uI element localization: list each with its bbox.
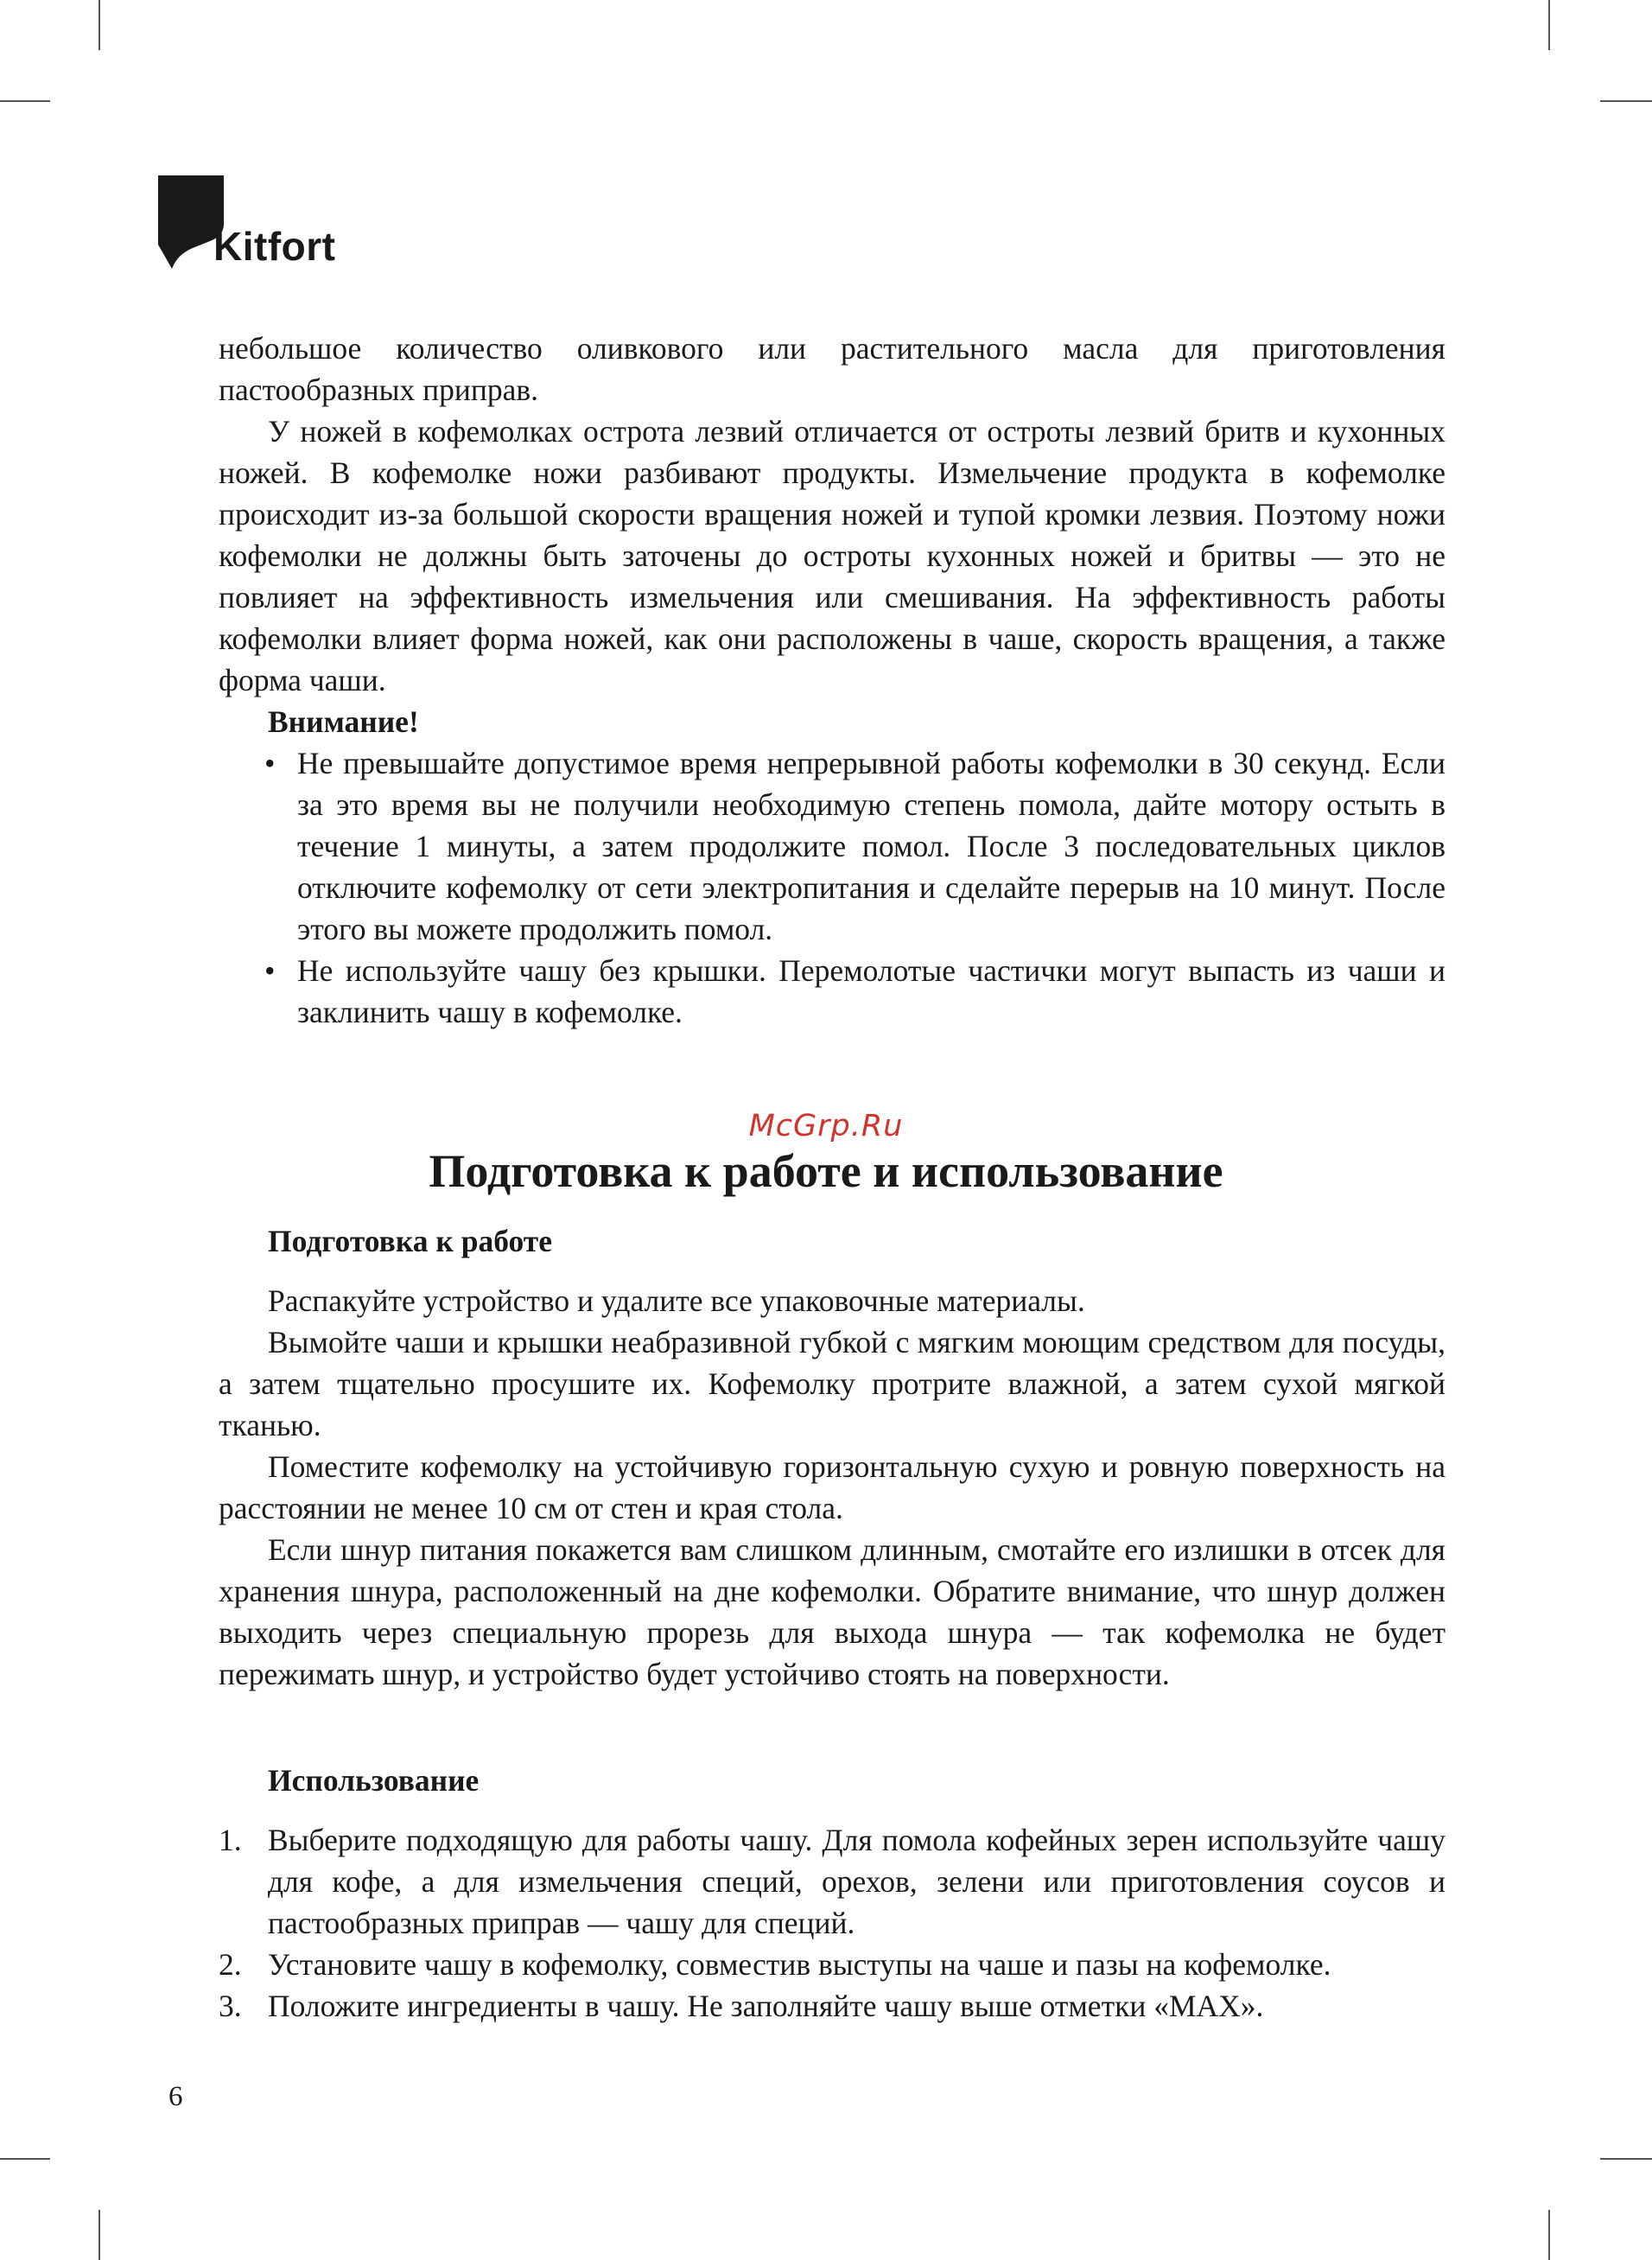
section-title: Подготовка к работе и использование — [429, 1145, 1223, 1197]
warning-list — [219, 742, 1446, 1033]
usage-step — [219, 1944, 1446, 1985]
crop-mark — [1600, 100, 1652, 102]
warning-item — [219, 950, 1446, 1033]
usage-block — [219, 1760, 1446, 2027]
bullet-marker: • — [264, 746, 276, 780]
warning-item — [219, 742, 1446, 950]
usage-steps — [219, 1819, 1446, 2027]
warning-item-text: Не превышайте допустимое время непрерывной работы кофемолки в 30 секунд. Если за это время вы не получили необходимую степень помола, дайте мотору остыть в течение 1 минуты, а затем продолжите помол. После 3 последовательных циклов отключите кофемолку от сети электропитания и сделайте перерыв на 10 минут. После этого вы можете продолжить помол. — [297, 746, 1446, 946]
step-number: 1. — [219, 1823, 242, 1857]
crop-mark — [1548, 0, 1550, 50]
preparation-paragraph: Распакуйте устройство и удалите все упаковочные материалы. — [268, 1283, 1085, 1318]
step-text: Положите ингредиенты в чашу. Не заполняйте чашу выше отметки «MAX». — [268, 1989, 1264, 2023]
preparation-heading: Подготовка к работе — [268, 1224, 552, 1258]
usage-heading: Использование — [268, 1763, 480, 1798]
preparation-paragraph: Вымойте чаши и крышки неабразивной губкой с мягким моющим средством для посуды, а затем тщательно просушите их. Кофемолку протрите влажной, а затем сухой мягкой тканью. — [219, 1325, 1446, 1442]
intro-block — [219, 328, 1446, 1033]
step-text: Установите чашу в кофемолку, совместив выступы на чаше и пазы на кофемолке. — [268, 1947, 1331, 1982]
preparation-block — [219, 1220, 1446, 1695]
warning-heading: Внимание! — [268, 704, 419, 739]
crop-mark — [1548, 2210, 1550, 2260]
step-number: 2. — [219, 1947, 242, 1982]
page-number: 6 — [168, 2081, 183, 2112]
usage-step — [219, 1819, 1446, 1944]
crop-mark — [98, 2210, 100, 2260]
step-number: 3. — [219, 1989, 242, 2023]
warning-item-text: Не используйте чашу без крышки. Перемолотые частички могут выпасть из чаши и заклинить чашу в кофемолке. — [297, 953, 1446, 1029]
preparation-paragraph: Если шнур питания покажется вам слишком длинным, смотайте его излишки в отсек для хранения шнура, расположенный на дне кофемолки. Обратите внимание, что шнур должен выходить через специальную прорезь для выхода шнура — так кофемолка не будет пережимать шнур, и устройство будет устойчиво стоять на поверхности. — [219, 1532, 1446, 1691]
usage-step — [219, 1985, 1446, 2027]
brand-logo-text: Kitfort — [213, 224, 336, 269]
crop-mark — [0, 2158, 50, 2160]
preparation-paragraph: Поместите кофемолку на устойчивую горизонтальную сухую и ровную поверхность на расстоянии не менее 10 см от стен и края стола. — [219, 1449, 1446, 1525]
bullet-marker: • — [264, 953, 276, 988]
intro-paragraph: небольшое количество оливкового или растительного масла для приготовления пастообразных приправ. — [219, 331, 1446, 407]
step-text: Выберите подходящую для работы чашу. Для помола кофейных зерен используйте чашу для кофе, а для измельчения специй, орехов, зелени или приготовления соусов и пастообразных приправ — чашу для специй. — [268, 1823, 1446, 1940]
intro-paragraph: У ножей в кофемолках острота лезвий отличается от остроты лезвий бритв и кухонных ножей. В кофемолке ножи разбивают продукты. Измельчение продукта в кофемолке происходит из-за большой скорости вращения ножей и тупой кромки лезвия. Поэтому ножи кофемолки не должны быть заточены до остроты кухонных ножей и бритвы — это не повлияет на эффективность измельчения или смешивания. На эффективность работы кофемолки влияет форма ножей, как они расположены в чаше, скорость вращения, а также форма чаши. — [219, 414, 1446, 697]
crop-mark — [98, 0, 100, 50]
crop-mark — [0, 100, 50, 102]
crop-mark — [1600, 2158, 1652, 2160]
watermark: McGrp.Ru — [748, 1109, 904, 1143]
